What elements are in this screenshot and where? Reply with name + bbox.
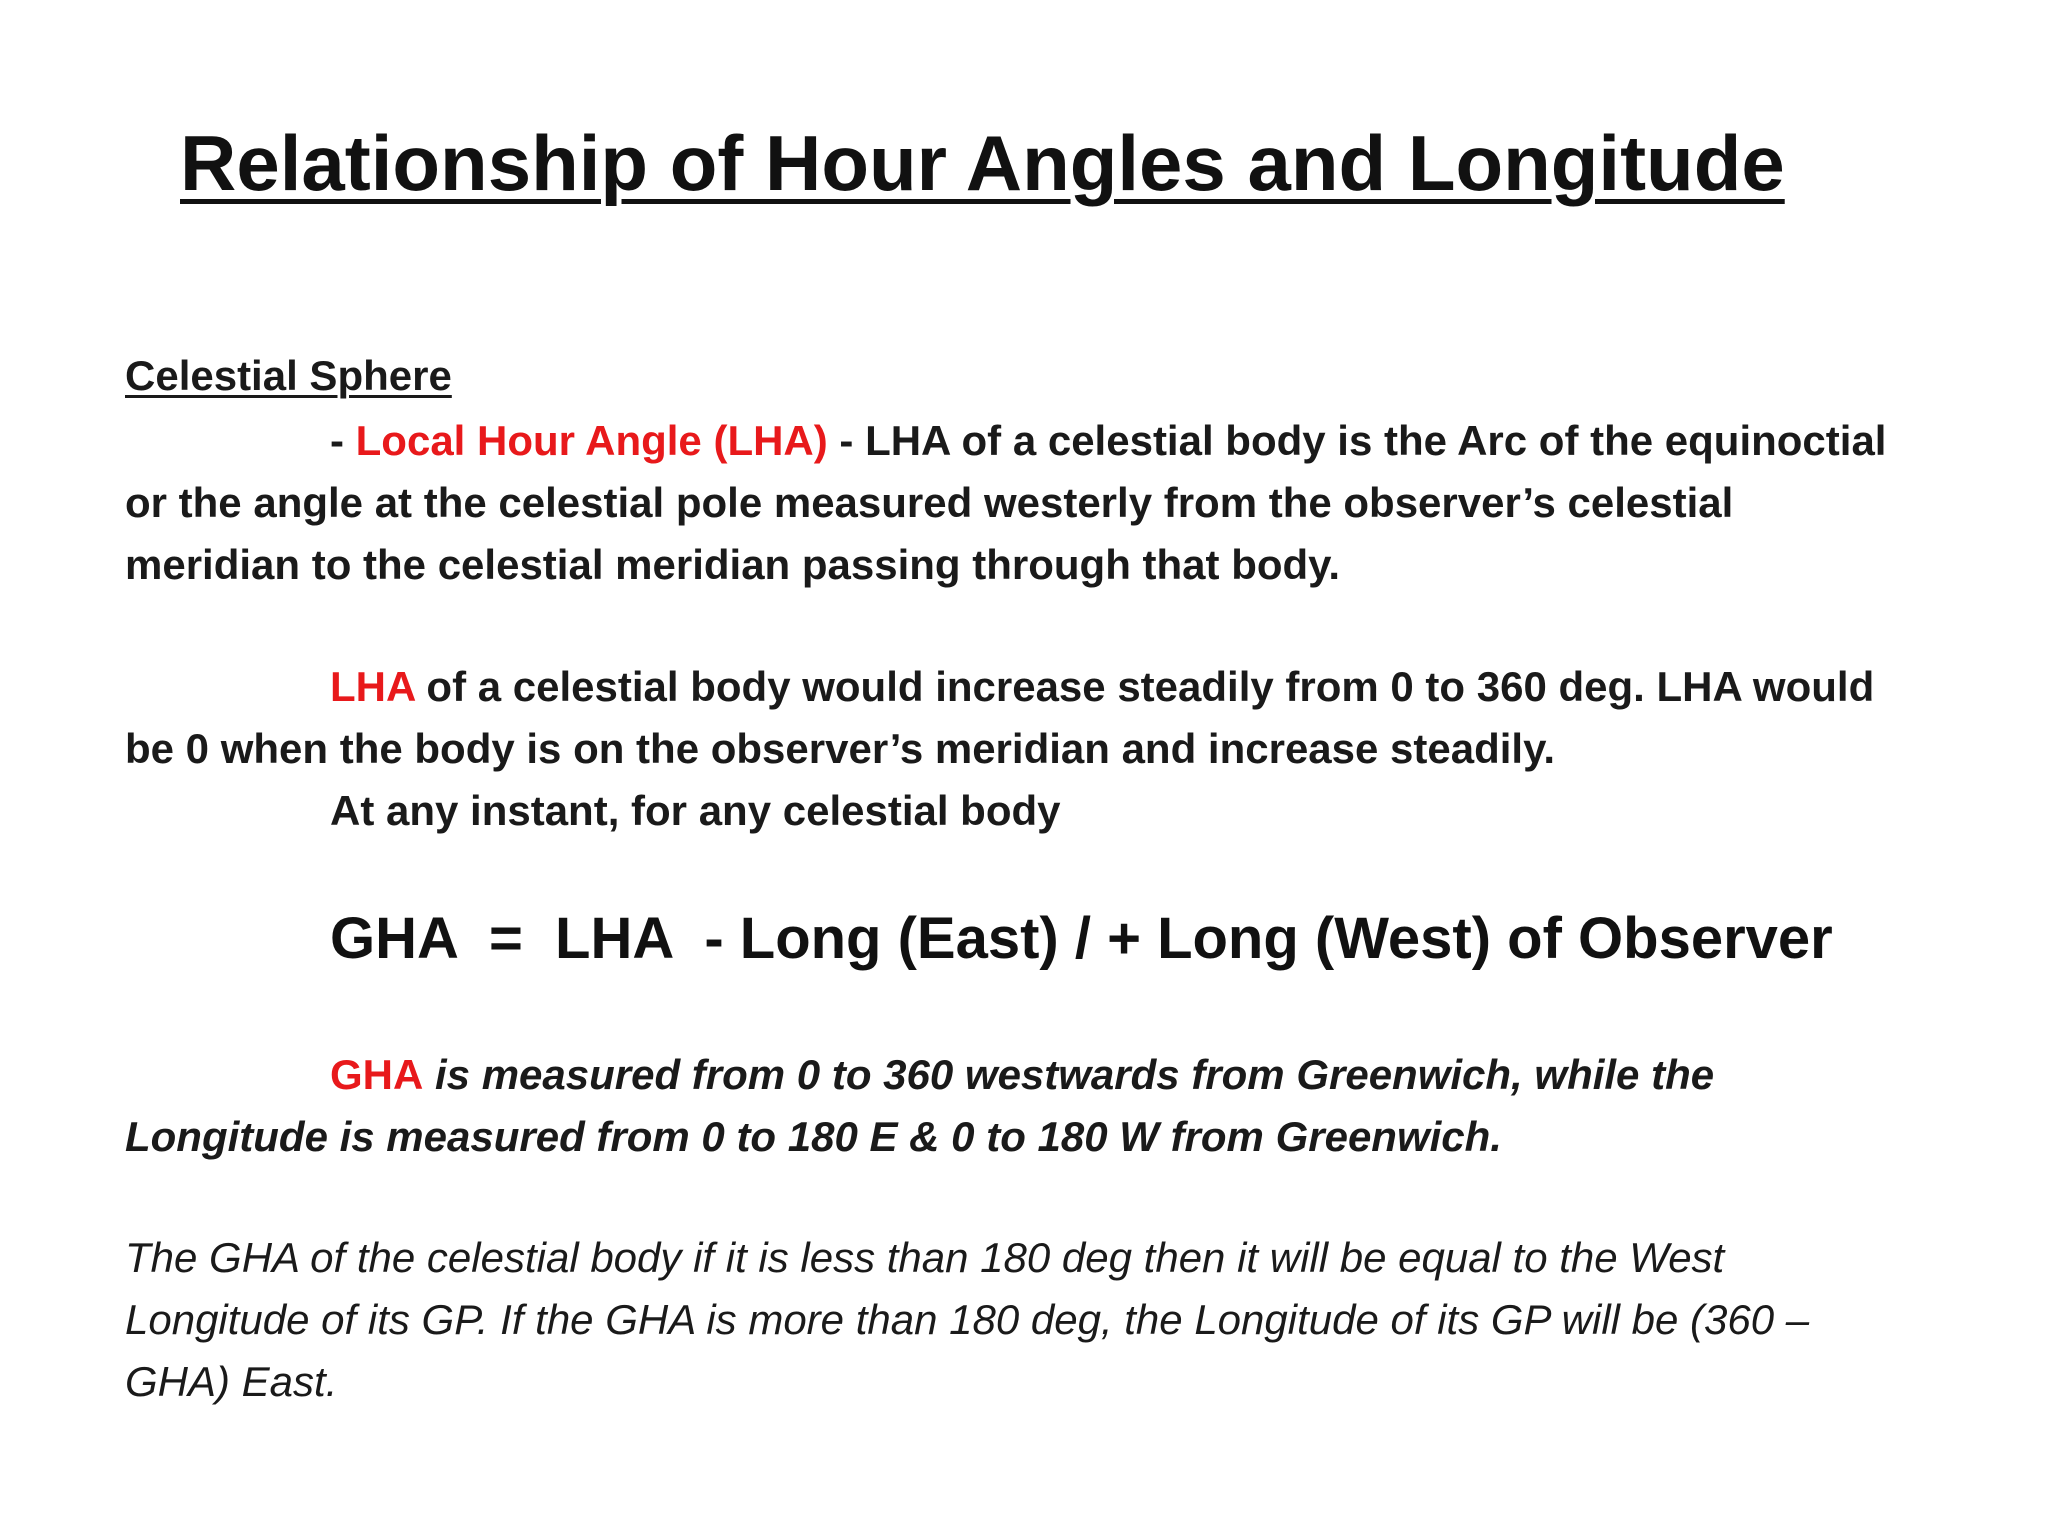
gha-measure-line-1 — [125, 1044, 1995, 1106]
gha-note-paragraph — [125, 1227, 2005, 1413]
gha-formula: GHA = LHA - Long (East) / + Long (West) of Observer — [330, 906, 1833, 971]
gha-measure-line-1-text: is measured from 0 to 360 westwards from Greenwich, while the — [423, 1051, 1715, 1098]
gha-note-line-3: GHA) East. — [125, 1358, 338, 1405]
lha-definition-line-3: meridian to the celestial meridian passing through that body. — [125, 541, 1341, 588]
gha-note-line-2: Longitude of its GP. If the GHA is more than 180 deg, the Longitude of its GP will be (360 – — [125, 1296, 1810, 1343]
lha-term: Local Hour Angle (LHA) — [355, 417, 828, 464]
lha-definition-prefix: - — [330, 417, 356, 464]
gha-measure-paragraph — [125, 1044, 1995, 1168]
gha-measure-line-2: Longitude is measured from 0 to 180 E & 0 to 180 W from Greenwich. — [125, 1113, 1502, 1160]
lha-increase-line-1 — [125, 656, 1995, 718]
lha-definition-line-1 — [125, 410, 1995, 472]
lha-increase-line-2: be 0 when the body is on the observer’s meridian and increase steadily. — [125, 725, 1556, 772]
section-heading: Celestial Sphere — [125, 352, 452, 399]
lha-definition-line-1-text: - LHA of a celestial body is the Arc of the equinoctial — [827, 417, 1887, 464]
lha-increase-paragraph — [125, 656, 1995, 842]
lha-definition-paragraph — [125, 410, 1995, 596]
slide-title: Relationship of Hour Angles and Longitude — [180, 119, 1785, 207]
gha-note-line-1: The GHA of the celestial body if it is less than 180 deg then it will be equal to the West — [125, 1234, 1725, 1281]
lha-definition-line-2: or the angle at the celestial pole measured westerly from the observer’s celestial — [125, 479, 1734, 526]
lha-increase-line-3: At any instant, for any celestial body — [330, 787, 1061, 834]
lha-short-term: LHA — [330, 663, 415, 710]
lha-increase-line-1-text: of a celestial body would increase steadily from 0 to 360 deg. LHA would — [414, 663, 1875, 710]
gha-term: GHA — [330, 1051, 424, 1098]
